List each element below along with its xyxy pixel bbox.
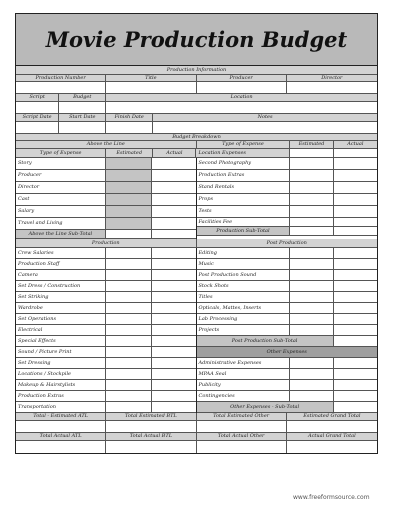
production-info-fields-1 <box>16 82 377 94</box>
field-director[interactable] <box>287 82 377 93</box>
estimated-header-right: Estimated <box>290 141 333 148</box>
production-item: Wardrobe <box>16 303 106 313</box>
production-info-labels-3 <box>16 114 377 122</box>
post-item: Titles <box>197 292 291 302</box>
post-item: Lab Processing <box>197 314 291 324</box>
label-notes: Notes <box>257 114 273 120</box>
est-grand-total-field[interactable] <box>287 421 377 432</box>
production-item: Electrical <box>16 325 106 335</box>
table-row <box>16 158 196 170</box>
total-est-atl-field[interactable] <box>16 421 106 432</box>
right-item: Stand Rentals <box>197 182 291 193</box>
above-line-act[interactable] <box>152 218 195 229</box>
post-item: Editing <box>197 248 291 258</box>
field-start-date[interactable] <box>59 122 106 133</box>
production-est[interactable] <box>106 303 153 313</box>
table-row <box>16 270 196 281</box>
field-script-date[interactable] <box>16 122 59 133</box>
other-item: Publicity <box>197 380 291 390</box>
table-row <box>16 314 196 325</box>
production-est[interactable] <box>106 270 153 280</box>
post-item: Stock Shots <box>197 281 291 291</box>
right-est[interactable] <box>290 170 333 181</box>
production-item: Production Extras <box>16 391 106 401</box>
production-item: Camera <box>16 270 106 280</box>
table-row <box>16 292 196 303</box>
post-est[interactable] <box>290 314 333 324</box>
other-act[interactable] <box>334 380 377 390</box>
production-act[interactable] <box>152 292 195 302</box>
field-production-number[interactable] <box>16 82 106 93</box>
production-info-fields-3 <box>16 122 377 134</box>
table-row <box>197 325 378 336</box>
table-row <box>197 248 378 259</box>
production-item: Locations / Stockpile <box>16 369 106 379</box>
totals-label-row-2 <box>16 433 377 441</box>
estimated-header-left: Estimated <box>106 149 153 157</box>
post-est[interactable] <box>290 259 333 269</box>
right-act[interactable] <box>334 158 377 169</box>
above-line-item: Cast <box>16 194 106 205</box>
field-budget[interactable] <box>59 102 106 113</box>
production-est[interactable] <box>106 248 153 258</box>
subtotal-row <box>197 402 378 413</box>
production-act[interactable] <box>152 270 195 280</box>
table-row <box>16 391 196 402</box>
above-line-est[interactable] <box>106 158 153 169</box>
above-line-est[interactable] <box>106 182 153 193</box>
right-act[interactable] <box>334 182 377 193</box>
subtotal-row <box>197 227 378 236</box>
above-line-act[interactable] <box>152 206 195 217</box>
label-location: Location <box>230 94 253 100</box>
table-row <box>16 336 196 347</box>
above-line-subtotal-act[interactable] <box>152 230 195 238</box>
total-act-atl-field[interactable] <box>16 441 106 453</box>
post-subtotal-label: Post Production Sub-Total <box>197 336 334 346</box>
above-line-est[interactable] <box>106 194 153 205</box>
table-row <box>197 194 378 206</box>
production-est[interactable] <box>106 259 153 269</box>
budget-breakdown-header: Budget Breakdown <box>172 134 221 140</box>
table-row <box>197 218 378 227</box>
production-act[interactable] <box>152 380 195 390</box>
above-line-subtotal-est[interactable] <box>106 230 153 238</box>
table-row <box>16 281 196 292</box>
right-act[interactable] <box>334 206 377 217</box>
production-est[interactable] <box>106 314 153 324</box>
post-est[interactable] <box>290 292 333 302</box>
right-item: Second Photography <box>197 158 291 169</box>
production-act[interactable] <box>152 358 195 368</box>
production-est[interactable] <box>106 369 153 379</box>
above-line-act[interactable] <box>152 158 195 169</box>
table-row <box>197 292 378 303</box>
production-act[interactable] <box>152 248 195 258</box>
production-act[interactable] <box>152 369 195 379</box>
other-act[interactable] <box>334 369 377 379</box>
post-act[interactable] <box>334 292 377 302</box>
totals-field-row-2 <box>16 441 377 453</box>
production-item: Makeup & Hairstylists <box>16 380 106 390</box>
title-band <box>16 14 377 66</box>
post-production-header: Post Production <box>266 239 307 246</box>
right-item-0: Location Expenses <box>196 149 290 157</box>
post-est[interactable] <box>290 270 333 280</box>
right-est-0[interactable] <box>290 149 333 157</box>
total-act-btl-field[interactable] <box>106 441 196 453</box>
other-expenses-header: Other Expenses <box>197 347 378 357</box>
production-item: Crew Salaries <box>16 248 106 258</box>
field-finish-date[interactable] <box>106 122 153 133</box>
other-act[interactable] <box>334 391 377 401</box>
production-act[interactable] <box>152 402 195 412</box>
production-act[interactable] <box>152 325 195 335</box>
section-header-row <box>16 239 377 248</box>
totals-label-row-1 <box>16 413 377 421</box>
table-row <box>197 391 378 402</box>
table-row <box>197 314 378 325</box>
post-subtotal-act[interactable] <box>334 336 377 346</box>
table-row <box>197 182 378 194</box>
table-row <box>197 158 378 170</box>
above-line-act[interactable] <box>152 194 195 205</box>
est-grand-total-label: Estimated Grand Total <box>303 413 361 419</box>
table-row <box>16 325 196 336</box>
table-row <box>197 259 378 270</box>
table-row <box>16 369 196 380</box>
right-act[interactable] <box>334 194 377 205</box>
post-item: Opticals, Mattes, Inserts <box>197 303 291 313</box>
production-item: Set Dressing <box>16 358 106 368</box>
table-row <box>16 380 196 391</box>
table-row <box>197 380 378 391</box>
total-est-atl-label: Total - Estimated ATL <box>16 413 106 420</box>
totals-field-row-1 <box>16 421 377 433</box>
production-right <box>197 248 378 413</box>
section-header <box>197 347 378 358</box>
post-act[interactable] <box>334 314 377 324</box>
table-row <box>197 369 378 380</box>
production-act[interactable] <box>152 314 195 324</box>
above-line-act[interactable] <box>152 170 195 181</box>
table-row <box>16 206 196 218</box>
table-row <box>197 303 378 314</box>
table-row <box>16 194 196 206</box>
label-script: Script <box>16 94 59 101</box>
right-est[interactable] <box>290 206 333 217</box>
production-item: Transportation <box>16 402 106 412</box>
post-est[interactable] <box>290 248 333 258</box>
act-grand-total-field[interactable] <box>287 441 377 453</box>
production-info-labels-2 <box>16 94 377 102</box>
other-act[interactable] <box>334 358 377 368</box>
table-row <box>197 170 378 182</box>
other-est[interactable] <box>290 358 333 368</box>
above-line-act[interactable] <box>152 182 195 193</box>
production-est[interactable] <box>106 347 153 357</box>
right-act-0[interactable] <box>334 149 377 157</box>
table-row <box>197 270 378 281</box>
production-act[interactable] <box>152 336 195 346</box>
production-act[interactable] <box>152 391 195 401</box>
production-est[interactable] <box>106 336 153 346</box>
total-act-atl-label: Total Actual ATL <box>16 433 106 440</box>
table-row <box>16 259 196 270</box>
production-info-fields-2 <box>16 102 377 114</box>
post-est[interactable] <box>290 303 333 313</box>
other-item: Administrative Expenses <box>197 358 291 368</box>
right-act[interactable] <box>334 170 377 181</box>
production-subtotal-act[interactable] <box>334 227 377 235</box>
field-producer[interactable] <box>197 82 287 93</box>
above-line-item: Story <box>16 158 106 169</box>
field-script[interactable] <box>16 102 59 113</box>
total-est-btl-field[interactable] <box>106 421 196 432</box>
act-grand-total-label: Actual Grand Total <box>308 433 356 439</box>
above-line-left <box>16 158 197 239</box>
above-line-item: Travel and Living <box>16 218 106 229</box>
label-budget: Budget <box>59 94 106 101</box>
production-est[interactable] <box>106 292 153 302</box>
right-est[interactable] <box>290 158 333 169</box>
production-info-labels-1 <box>16 75 377 82</box>
production-est[interactable] <box>106 391 153 401</box>
right-item: Production Extras <box>197 170 291 181</box>
production-act[interactable] <box>152 281 195 291</box>
production-subtotal-est[interactable] <box>290 227 333 235</box>
label-producer: Producer <box>197 75 287 81</box>
right-est[interactable] <box>290 182 333 193</box>
right-item: Props <box>197 194 291 205</box>
total-est-other-field[interactable] <box>197 421 287 432</box>
subtotal-row <box>16 230 196 239</box>
post-est[interactable] <box>290 325 333 335</box>
label-director: Director <box>321 75 343 81</box>
label-title: Title <box>106 75 196 81</box>
above-line-item: Salary <box>16 206 106 217</box>
above-line-header-row <box>16 141 377 149</box>
total-act-other-field[interactable] <box>197 441 287 453</box>
above-line-columns <box>16 158 377 239</box>
other-subtotal-act[interactable] <box>334 402 377 412</box>
production-subtotal-label: Production Sub-Total <box>197 227 291 235</box>
production-act[interactable] <box>152 347 195 357</box>
above-line-item: Producer <box>16 170 106 181</box>
post-item: Projects <box>197 325 291 335</box>
subtotal-row <box>197 336 378 347</box>
production-item: Sound / Picture Print <box>16 347 106 357</box>
post-act[interactable] <box>334 270 377 280</box>
label-production-number: Production Number <box>16 75 106 81</box>
total-act-other-label: Total Actual Other <box>197 433 287 440</box>
post-act[interactable] <box>334 303 377 313</box>
label-finish-date: Finish Date <box>106 114 153 121</box>
right-est[interactable] <box>290 218 333 226</box>
table-row <box>16 347 196 358</box>
production-act[interactable] <box>152 303 195 313</box>
other-subtotal-label: Other Expenses - Sub-Total <box>197 402 334 412</box>
above-line-right <box>197 158 378 239</box>
post-act[interactable] <box>334 281 377 291</box>
post-item: Post Production Sound <box>197 270 291 280</box>
type-of-expense-header: Type of Expense <box>197 141 291 148</box>
table-row <box>16 303 196 314</box>
total-est-btl-label: Total Estimated BTL <box>106 413 196 420</box>
page-title: Movie Production Budget <box>45 27 348 52</box>
label-start-date: Start Date <box>59 114 106 121</box>
production-item: Set Dress / Construction <box>16 281 106 291</box>
label-script-date: Script Date <box>16 114 59 121</box>
production-left <box>16 248 197 413</box>
post-act[interactable] <box>334 259 377 269</box>
post-est[interactable] <box>290 281 333 291</box>
production-columns <box>16 248 377 413</box>
other-item: Contingencies <box>197 391 291 401</box>
other-item: MPAA Seal <box>197 369 291 379</box>
table-row <box>197 281 378 292</box>
above-line-est[interactable] <box>106 170 153 181</box>
production-header: Production <box>16 239 197 247</box>
above-line-subtotal-label: Above the Line Sub-Total <box>16 230 106 238</box>
table-row <box>197 358 378 369</box>
footer-url: www.freeformsource.com <box>293 494 370 501</box>
field-location[interactable] <box>106 102 377 113</box>
above-line-est[interactable] <box>106 206 153 217</box>
right-item: Tests <box>197 206 291 217</box>
actual-header-left: Actual <box>153 149 196 157</box>
production-est[interactable] <box>106 380 153 390</box>
total-act-btl-label: Total Actual BTL <box>106 433 196 440</box>
budget-form <box>15 13 378 454</box>
above-line-col-header-row <box>16 149 377 158</box>
table-row <box>16 402 196 413</box>
production-act[interactable] <box>152 259 195 269</box>
right-est[interactable] <box>290 194 333 205</box>
production-est[interactable] <box>106 358 153 368</box>
production-est[interactable] <box>106 402 153 412</box>
production-info-header-row <box>16 66 377 75</box>
production-item: Special Effects <box>16 336 106 346</box>
above-line-est[interactable] <box>106 218 153 229</box>
right-act[interactable] <box>334 218 377 226</box>
table-row <box>197 206 378 218</box>
other-est[interactable] <box>290 369 333 379</box>
post-act[interactable] <box>334 325 377 335</box>
other-est[interactable] <box>290 391 333 401</box>
left-type-header: Type of Expense <box>16 149 106 157</box>
production-item: Set Operations <box>16 314 106 324</box>
other-est[interactable] <box>290 380 333 390</box>
table-row <box>16 218 196 230</box>
table-row <box>16 358 196 369</box>
production-est[interactable] <box>106 325 153 335</box>
post-item: Music <box>197 259 291 269</box>
above-line-header: Above the Line <box>16 141 197 148</box>
field-notes[interactable] <box>153 122 377 133</box>
field-title[interactable] <box>106 82 196 93</box>
production-est[interactable] <box>106 281 153 291</box>
production-item: Production Staff <box>16 259 106 269</box>
production-item: Set Striking <box>16 292 106 302</box>
table-row <box>16 182 196 194</box>
total-est-other-label: Total Estimated Other <box>197 413 287 420</box>
table-row <box>16 248 196 259</box>
budget-breakdown-header-row <box>16 134 377 141</box>
post-act[interactable] <box>334 248 377 258</box>
above-line-item: Director <box>16 182 106 193</box>
actual-header-right: Actual <box>347 141 364 147</box>
right-item: Facilities Fee <box>197 218 291 226</box>
table-row <box>16 170 196 182</box>
production-info-header: Production Information <box>166 66 227 73</box>
